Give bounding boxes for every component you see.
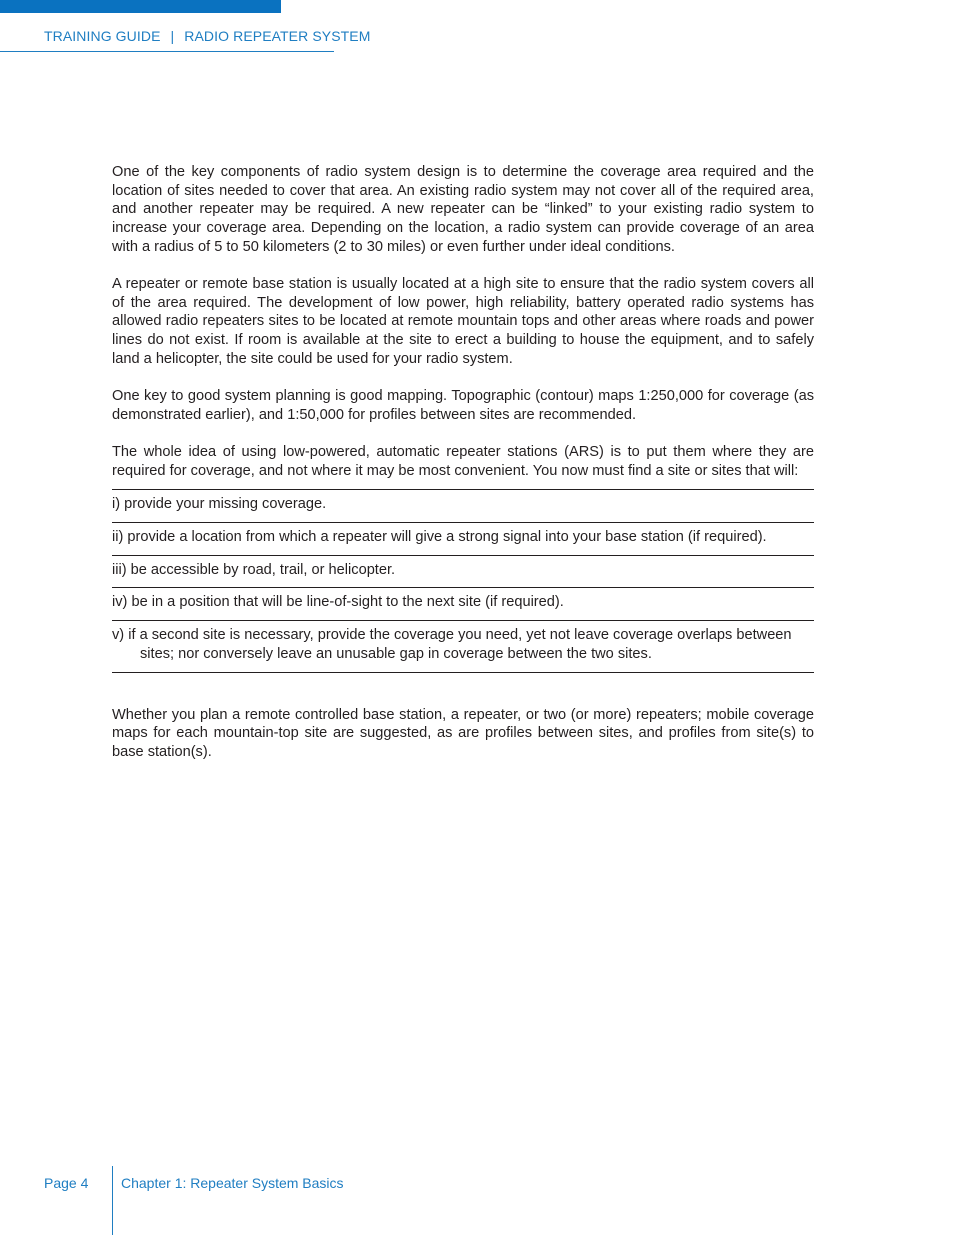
header-guide-title: TRAINING GUIDE: [44, 28, 161, 44]
list-item: [112, 621, 814, 672]
page-number: Page 4: [44, 1175, 89, 1191]
criteria-item-text: iii) be accessible by road, trail, or helicopter.: [112, 561, 396, 578]
body-paragraph: One of the key components of radio system design is to determine the coverage area required and the location of sites needed to cover that area. An existing radio system may not cover all of the required area, and another repeater may be required. A new repeater can be “linked” to your existing radio system to increase your coverage area. Depending on the location, a radio system can provide coverage of an area with a radius of 5 to 50 kilometers (2 to 30 miles) or even further under ideal conditions.: [112, 164, 814, 255]
list-item: [112, 523, 814, 556]
chapter-title: Chapter 1: Repeater System Basics: [121, 1175, 344, 1191]
top-accent-bar: [0, 0, 281, 13]
list-item: [112, 490, 814, 523]
criteria-item-text: iv) be in a position that will be line-of-sight to the next site (if required).: [112, 594, 564, 611]
footer-divider: [112, 1166, 113, 1235]
header-rule: [0, 51, 334, 52]
criteria-item-text: i) provide your missing coverage.: [112, 496, 327, 513]
site-criteria-list: [112, 489, 814, 672]
criteria-item-text: v) if a second site is necessary, provide the coverage you need, yet not leave coverage overlaps between sites; nor conversely leave an unusable gap in coverage between the two sites.: [112, 627, 792, 662]
header-separator: |: [170, 28, 175, 44]
criteria-item-text: ii) provide a location from which a repeater will give a strong signal into your base station (if required).: [112, 529, 767, 546]
list-item: [112, 588, 814, 621]
body-paragraph: A repeater or remote base station is usually located at a high site to ensure that the radio system covers all of the area required. The development of low power, high reliability, battery operated radio systems has allowed radio repeaters sites to be located at remote mountain tops and other areas where roads and power lines do not exist. If room is available at the site to erect a building to house the equipment, and to safely land a helicopter, the site could be used for your radio system.: [112, 276, 814, 367]
header-subject: RADIO REPEATER SYSTEM: [184, 28, 371, 44]
page-body: [112, 163, 814, 762]
body-paragraph: One key to good system planning is good mapping. Topographic (contour) maps 1:250,000 for coverage (as demonstrated earlier), and 1:50,000 for profiles between sites are recommended.: [112, 388, 814, 423]
body-paragraph: The whole idea of using low-powered, automatic repeater stations (ARS) is to put them where they are required for coverage, and not where it may be most convenient. You now must find a site or sites that will:: [112, 443, 814, 479]
list-item: [112, 556, 814, 589]
running-header: [44, 28, 371, 44]
body-paragraph: Whether you plan a remote controlled base station, a repeater, or two (or more) repeaters; mobile coverage maps for each mountain-top site are suggested, as are profiles between sites, and profiles from site(s) to base station(s).: [112, 706, 814, 760]
